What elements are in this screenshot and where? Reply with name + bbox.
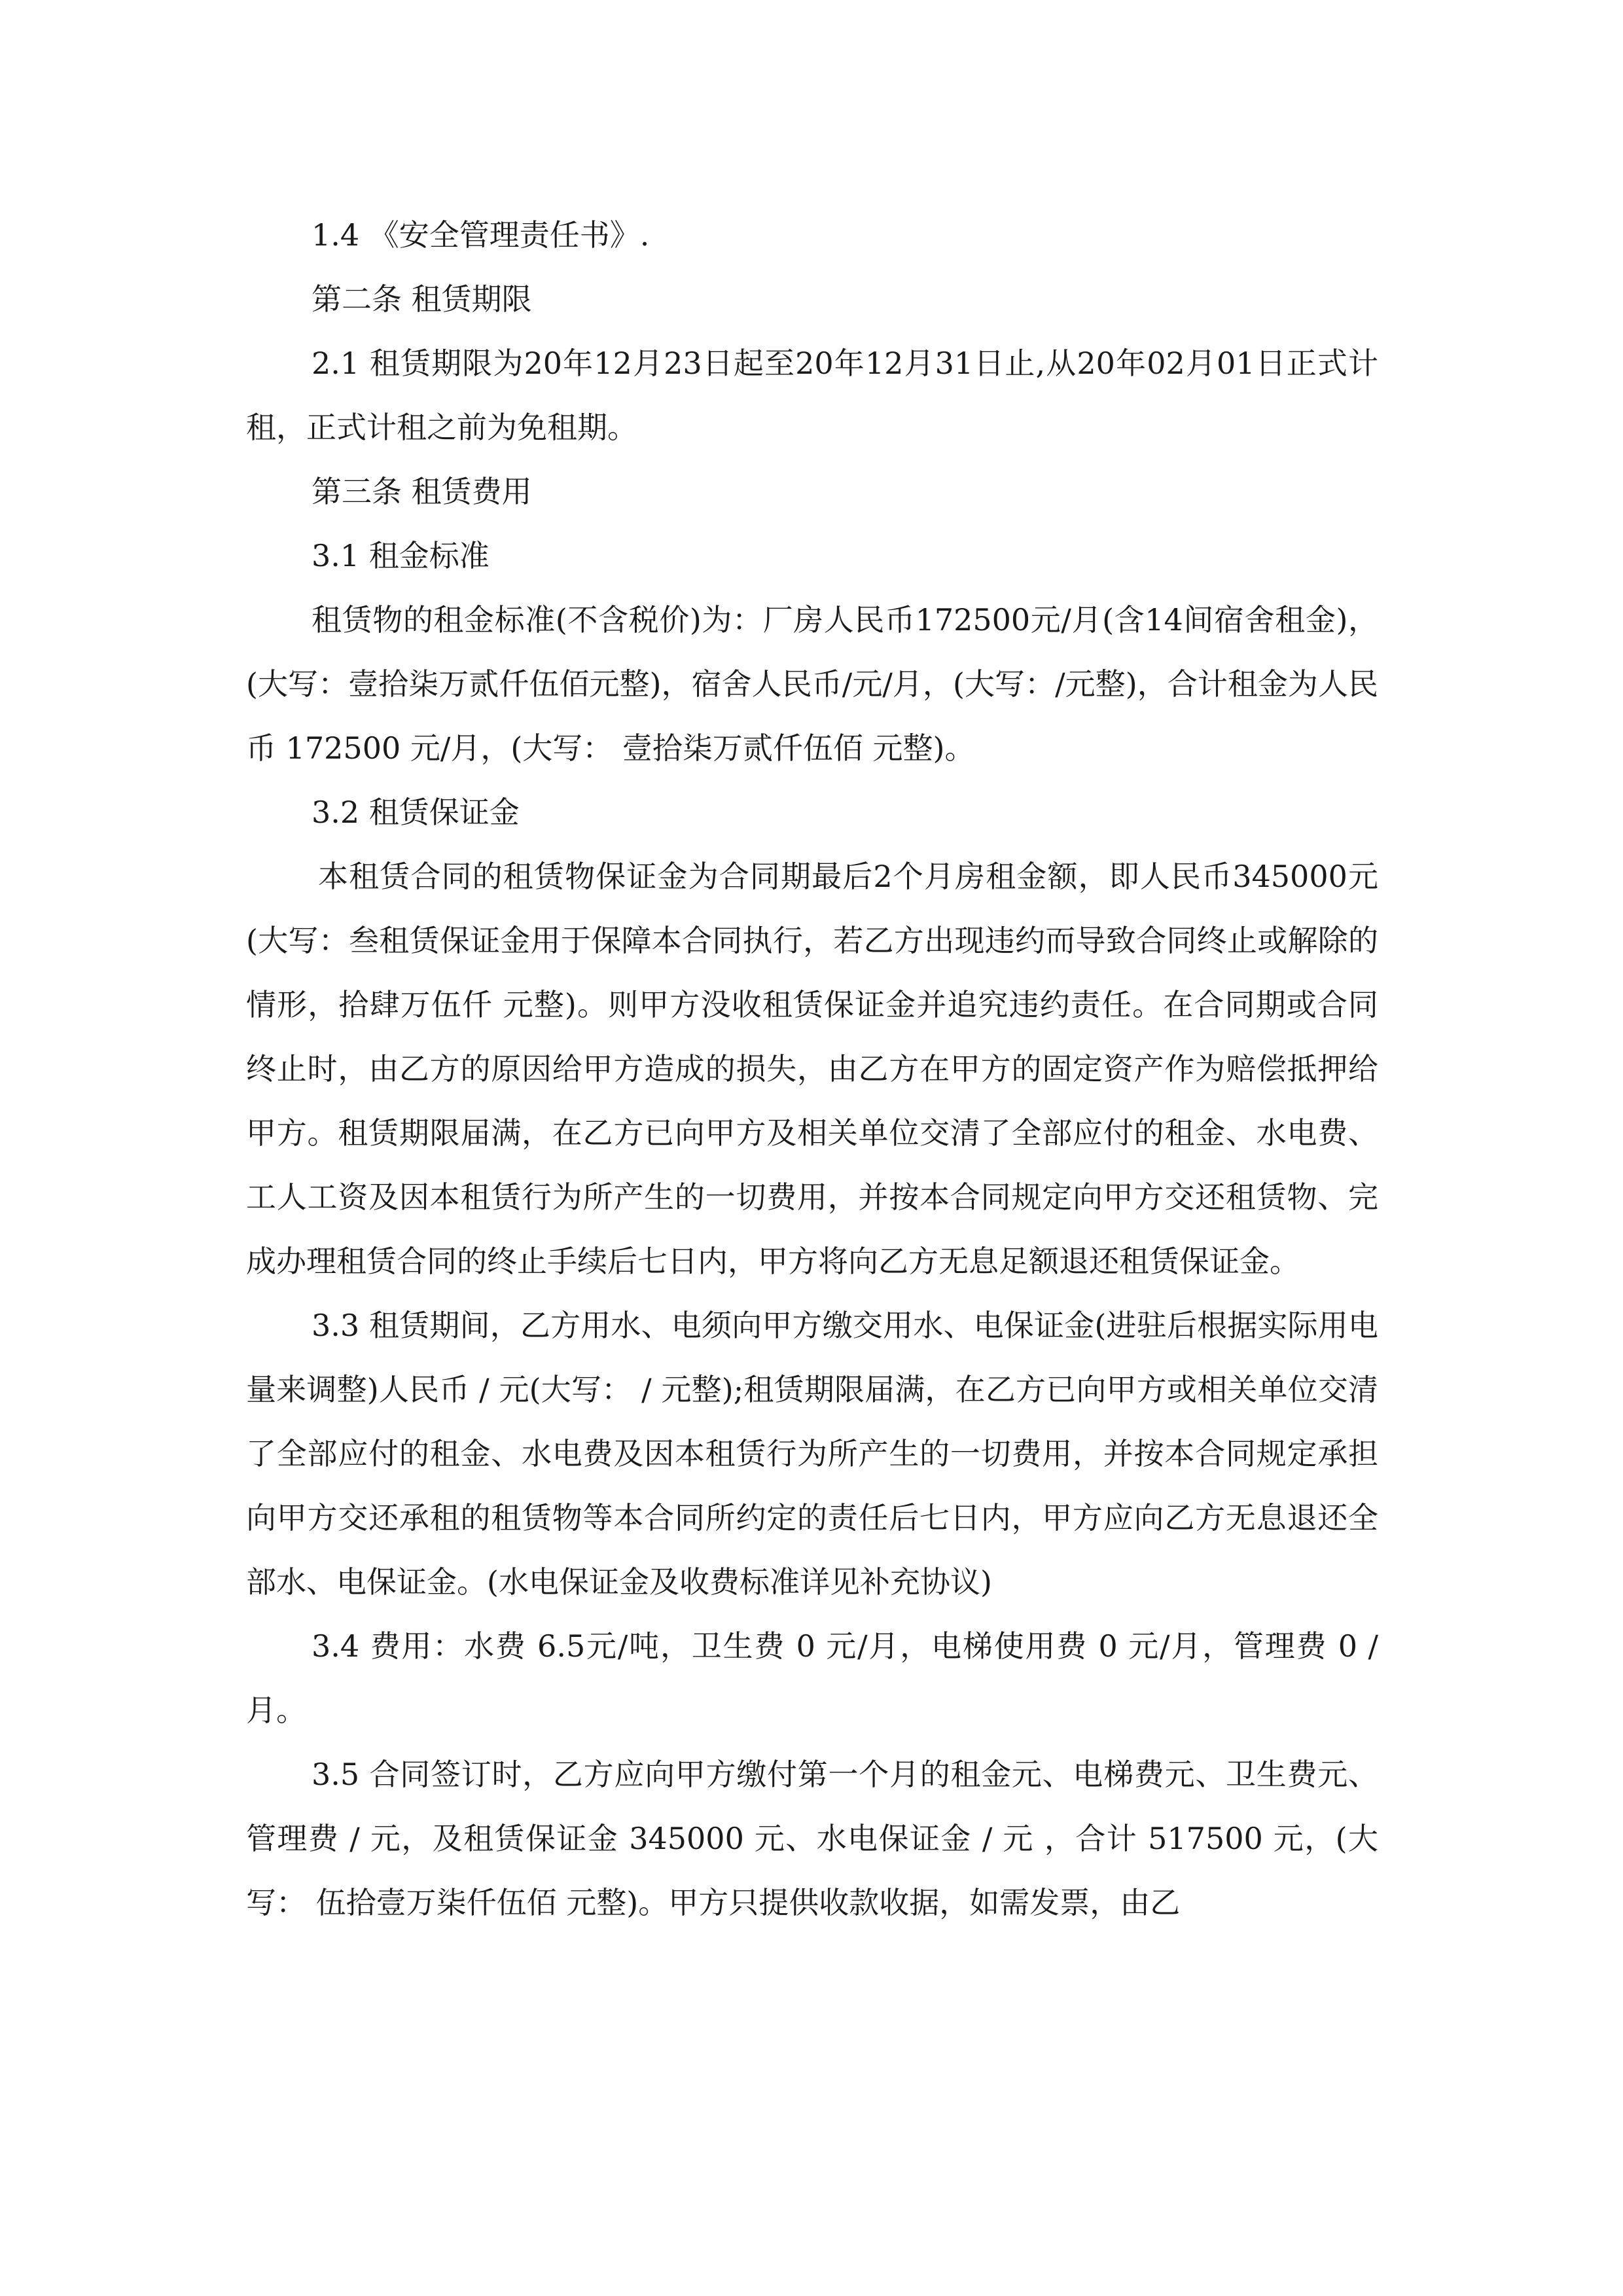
heading-article-2: 第二条 租赁期限 — [312, 281, 532, 317]
paragraph-deposit: 本租赁合同的租赁物保证金为合同期最后2个月房租金额，即人民币345000元(大写：叁租赁保证金用于保障本合同执行，若乙方出现违约而导致合同终止或解除的情形，拾肆万伍仟 元整)。则甲方没收租赁保证金并追究违约责任。在合同期或合同终止时，由乙方的原因给甲方造成的损失，由乙方在甲方的固定资产作为赔偿抵押给甲方。租赁期限届满，在乙方已向甲方及相关单位交清了全部应付的租金、水电费、工人工资及因本租赁行为所产生的一切费用，并按本合同规定向甲方交还租赁物、完成办理租赁合同的终止手续后七日内，甲方将向乙方无息足额退还租赁保证金。 — [246, 859, 1378, 1279]
paragraph-2-1: 2.1 租赁期限为20年12月23日起至20年12月31日止,从20年02月01日正式计租，正式计租之前为免租期。 — [246, 346, 1378, 445]
paragraph-3-3: 3.3 租赁期间，乙方用水、电须向甲方缴交用水、电保证金(进驻后根据实际用电量来调整)人民币 / 元(大写： / 元整);租赁期限届满，在乙方已向甲方或相关单位交清了全部应付的租金、水电费及因本租赁行为所产生的一切费用，并按本合同规定承担向甲方交还承租的租赁物等本合同所约定的责任后七日内，甲方应向乙方无息退还全部水、电保证金。(水电保证金及收费标准详见补充协议) — [246, 1308, 1378, 1600]
paragraph-rent-standard: 租赁物的租金标准(不含税价)为：厂房人民币172500元/月(含14间宿舍租金)，(大写：壹拾柒万贰仟伍佰元整)，宿舍人民币/元/月，(大写：/元整)，合计租金为人民币 172500 元/月，(大写： 壹拾柒万贰仟伍佰 元整)。 — [246, 602, 1378, 766]
paragraph-1-4: 1.4 《安全管理责任书》. — [312, 217, 650, 253]
paragraph-3-4: 3.4 费用：水费 6.5元/吨，卫生费 0 元/月，电梯使用费 0 元/月，管理费 0 /月。 — [246, 1628, 1378, 1728]
heading-3-1: 3.1 租金标准 — [312, 538, 490, 573]
document-page — [246, 203, 1378, 1935]
heading-3-2: 3.2 租赁保证金 — [312, 795, 520, 830]
heading-article-3: 第三条 租赁费用 — [312, 474, 532, 509]
paragraph-3-5: 3.5 合同签订时，乙方应向甲方缴付第一个月的租金元、电梯费元、卫生费元、管理费 / 元，及租赁保证金 345000 元、水电保证金 / 元 ，合计 517500 元，(大写： 伍拾壹万柒仟伍佰 元整)。甲方只提供收款收据，如需发票，由乙 — [246, 1757, 1378, 1920]
